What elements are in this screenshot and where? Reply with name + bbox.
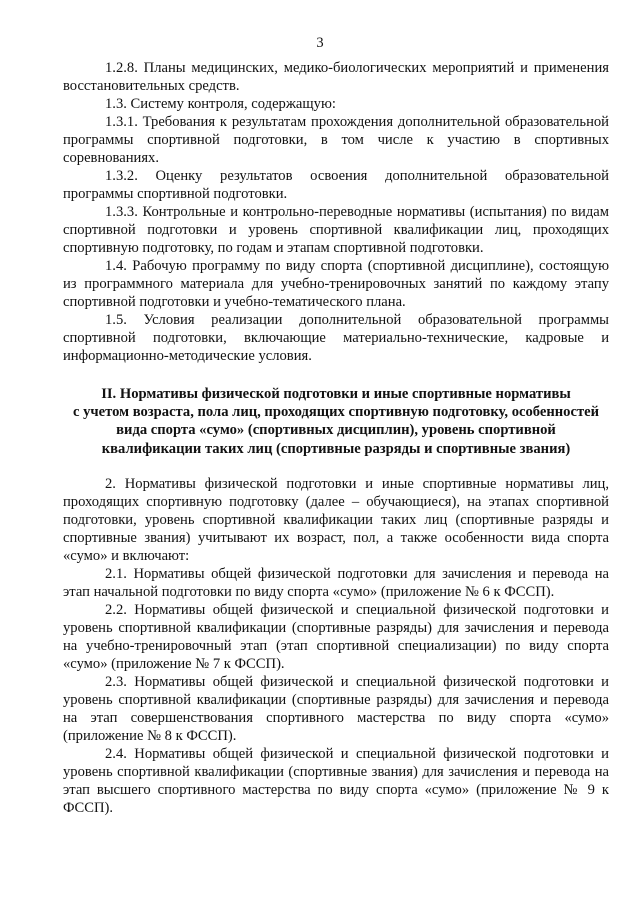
paragraph-2-1: 2.1. Нормативы общей физической подготовки для зачисления и перевода на этап начальной подготовки по виду спорта «сумо» (приложение № 6 к ФССП).	[63, 565, 609, 600]
paragraph-1-4: 1.4. Рабочую программу по виду спорта (спортивной дисциплине), состоящую из программного материала для учебно-тренировочных занятий по каждому этапу спортивной подготовки и учебно-тематического плана.	[63, 258, 609, 310]
paragraph-2-4: 2.4. Нормативы общей физической и специальной физической подготовки и уровень спортивной квалификации (спортивные звания) для зачисления и перевода на этап высшего спортивного мастерства по виду спорта «сумо» (приложение № 9 к ФССП).	[63, 745, 609, 816]
paragraph-1-3-3: 1.3.3. Контрольные и контрольно-переводные нормативы (испытания) по видам спортивной подготовки и уровень спортивной квалификации лиц, проходящих спортивную подготовку, по годам и этапам спортивной подготовки.	[63, 204, 609, 256]
paragraph-2-3: 2.3. Нормативы общей физической и специальной физической подготовки и уровень спортивной квалификации (спортивные разряды) для зачисления и перевода на этап совершенствования спортивного мастерства по виду спорта «сумо» (приложение № 8 к ФССП).	[63, 673, 609, 744]
section-heading	[63, 385, 609, 458]
paragraph-2-2: 2.2. Нормативы общей физической и специальной физической подготовки и уровень спортивной квалификации (спортивные разряды) для зачисления и перевода на учебно-тренировочный этап (этап спортивной специализации) по виду спорта «сумо» (приложение № 7 к ФССП).	[63, 601, 609, 672]
section-heading-line-3: вида спорта «сумо» (спортивных дисциплин), уровень спортивной	[116, 422, 556, 439]
paragraph-2: 2. Нормативы физической подготовки и иные спортивные нормативы лиц, проходящих спортивную подготовку (далее – обучающиеся), на этапах спортивной подготовки, уровень спортивной квалификации таких лиц (спортивные разряды и спортивные звания) учитывают их возраст, пол, а также особенности вида спорта «сумо» и включают:	[63, 475, 609, 564]
paragraph-1-5: 1.5. Условия реализации дополнительной образовательной программы спортивной подготовки, включающие материально-технические, кадровые и информационно-методические условия.	[63, 312, 609, 364]
section-heading-line-1: II. Нормативы физической подготовки и иные спортивные нормативы	[101, 386, 571, 402]
paragraph-1-3-2: 1.3.2. Оценку результатов освоения дополнительной образовательной программы спортивной подготовки.	[63, 168, 609, 202]
paragraph-1-2-8: 1.2.8. Планы медицинских, медико-биологических мероприятий и применения восстановительных средств.	[63, 60, 609, 94]
section-heading-line-2: с учетом возраста, пола лиц, проходящих спортивную подготовку, особенностей	[73, 404, 599, 421]
paragraph-1-3: 1.3. Систему контроля, содержащую:	[105, 96, 336, 112]
paragraph-1-3-1: 1.3.1. Требования к результатам прохождения дополнительной образовательной программы спортивной подготовки, в том числе к участию в спортивных соревнованиях.	[63, 114, 609, 166]
page-number: 3	[316, 35, 324, 51]
document-body	[63, 59, 609, 817]
section-heading-line-4: квалификации таких лиц (спортивные разряды и спортивные звания)	[101, 440, 571, 457]
